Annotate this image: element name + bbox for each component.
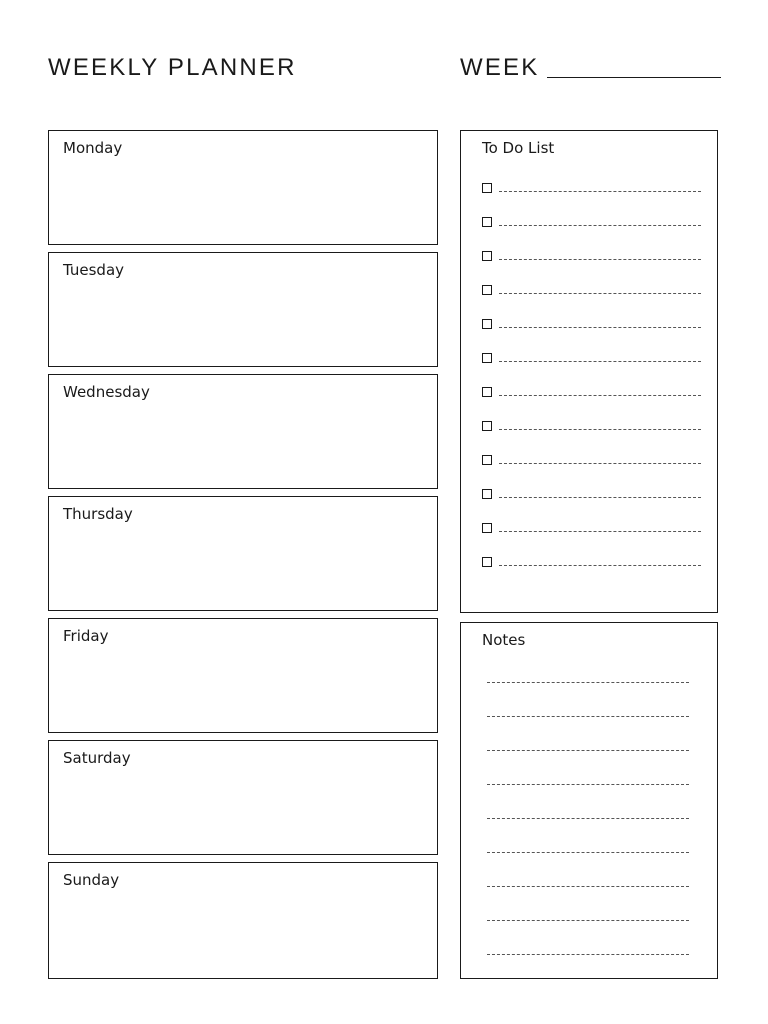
checkbox[interactable] — [482, 319, 492, 329]
todo-item[interactable] — [482, 523, 701, 533]
todo-entry-line[interactable] — [499, 395, 701, 396]
note-line[interactable] — [487, 954, 689, 955]
notes-panel — [460, 622, 718, 979]
checkbox[interactable] — [482, 421, 492, 431]
week-label: WEEK — [460, 54, 540, 81]
todo-item[interactable] — [482, 387, 701, 397]
note-line[interactable] — [487, 716, 689, 717]
todo-entry-line[interactable] — [499, 531, 701, 532]
todo-entry-line[interactable] — [499, 463, 701, 464]
note-line[interactable] — [487, 920, 689, 921]
todo-entry-line[interactable] — [499, 429, 701, 430]
day-box-saturday[interactable] — [48, 740, 438, 855]
todo-entry-line[interactable] — [499, 327, 701, 328]
checkbox[interactable] — [482, 489, 492, 499]
day-box-thursday[interactable] — [48, 496, 438, 611]
day-box-tuesday[interactable] — [48, 252, 438, 367]
todo-entry-line[interactable] — [499, 565, 701, 566]
checkbox[interactable] — [482, 251, 492, 261]
todo-entry-line[interactable] — [499, 225, 701, 226]
todo-entry-line[interactable] — [499, 259, 701, 260]
checkbox[interactable] — [482, 217, 492, 227]
todo-item[interactable] — [482, 353, 701, 363]
day-label: Thursday — [63, 505, 133, 523]
todo-item[interactable] — [482, 285, 701, 295]
todo-list-panel — [460, 130, 718, 613]
day-label: Friday — [63, 627, 109, 645]
todo-item[interactable] — [482, 251, 701, 261]
todo-entry-line[interactable] — [499, 361, 701, 362]
checkbox[interactable] — [482, 183, 492, 193]
day-label: Wednesday — [63, 383, 150, 401]
checkbox[interactable] — [482, 455, 492, 465]
note-line[interactable] — [487, 784, 689, 785]
notes-title: Notes — [482, 631, 526, 649]
note-line[interactable] — [487, 682, 689, 683]
checkbox[interactable] — [482, 387, 492, 397]
checkbox[interactable] — [482, 557, 492, 567]
todo-item[interactable] — [482, 557, 701, 567]
week-field — [460, 54, 721, 82]
todo-item[interactable] — [482, 421, 701, 431]
page-title: WEEKLY PLANNER — [48, 54, 297, 81]
note-line[interactable] — [487, 852, 689, 853]
todo-item[interactable] — [482, 319, 701, 329]
day-label: Sunday — [63, 871, 120, 889]
todo-item[interactable] — [482, 455, 701, 465]
day-box-wednesday[interactable] — [48, 374, 438, 489]
day-label: Saturday — [63, 749, 131, 767]
checkbox[interactable] — [482, 285, 492, 295]
todo-entry-line[interactable] — [499, 293, 701, 294]
day-box-sunday[interactable] — [48, 862, 438, 979]
todo-item[interactable] — [482, 183, 701, 193]
day-box-monday[interactable] — [48, 130, 438, 245]
day-box-friday[interactable] — [48, 618, 438, 733]
note-line[interactable] — [487, 750, 689, 751]
note-line[interactable] — [487, 818, 689, 819]
todo-item[interactable] — [482, 217, 701, 227]
checkbox[interactable] — [482, 523, 492, 533]
todo-entry-line[interactable] — [499, 497, 701, 498]
week-input-line[interactable] — [547, 77, 721, 78]
day-label: Monday — [63, 139, 123, 157]
todo-item[interactable] — [482, 489, 701, 499]
note-line[interactable] — [487, 886, 689, 887]
checkbox[interactable] — [482, 353, 492, 363]
todo-list-title: To Do List — [482, 139, 555, 157]
todo-entry-line[interactable] — [499, 191, 701, 192]
day-label: Tuesday — [63, 261, 125, 279]
